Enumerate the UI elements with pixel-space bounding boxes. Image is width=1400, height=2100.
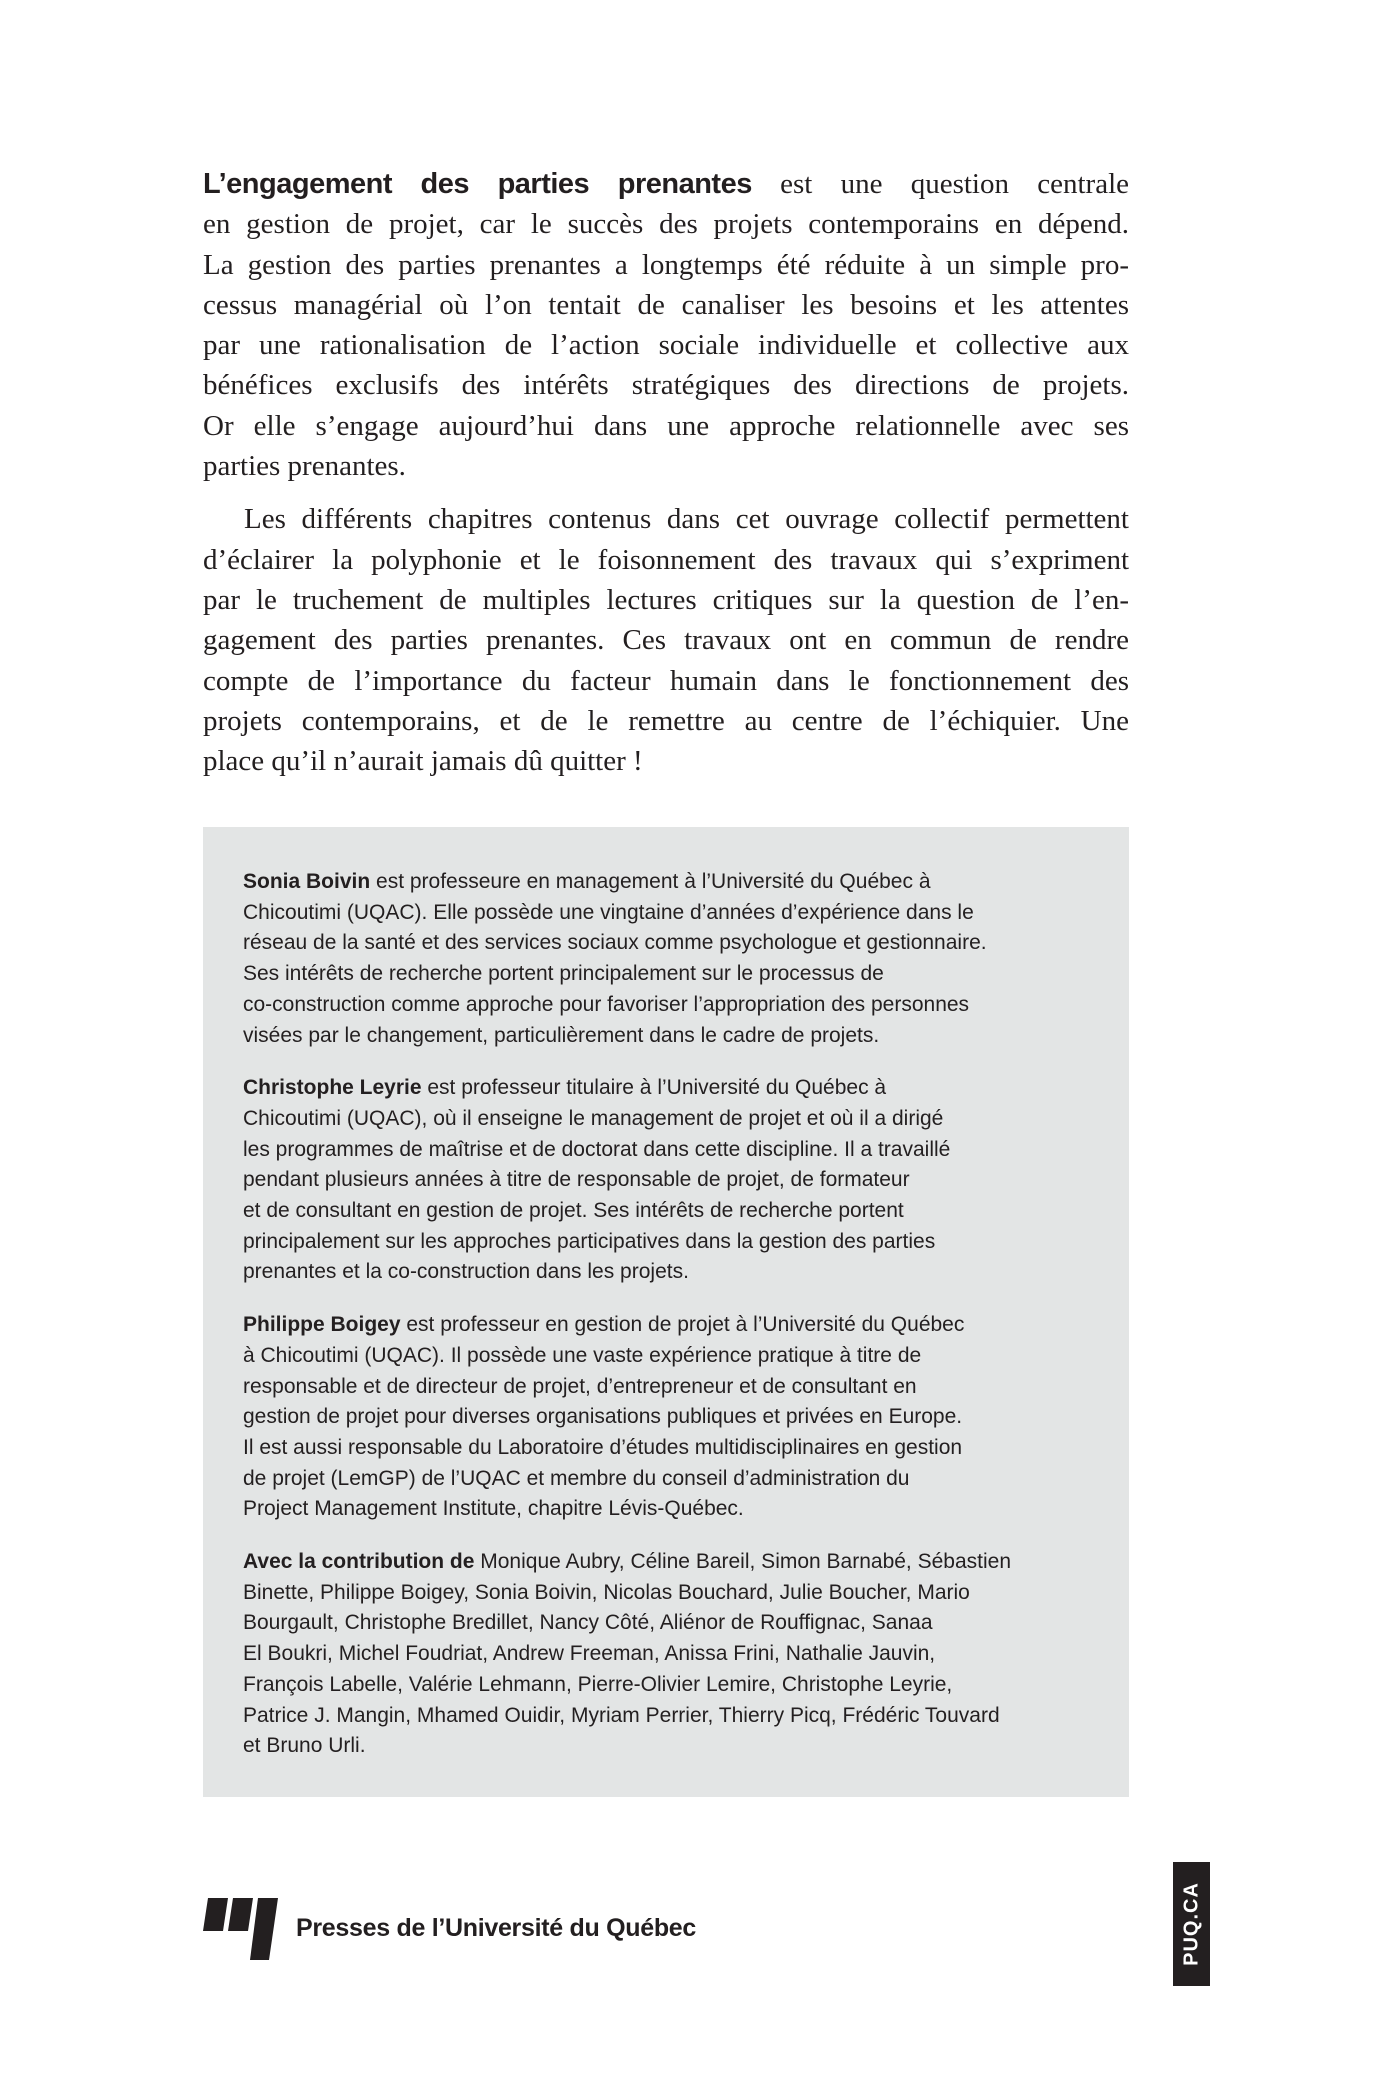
paragraph <box>203 499 1129 781</box>
text-line: visées par le changement, particulièrement dans le cadre de projets. <box>243 1023 880 1047</box>
text-run: Monique Aubry, Céline Bareil, Simon Barnabé, Sébastien <box>474 1550 1012 1574</box>
text-line: bénéfices exclusifs des intérêts stratégiques des directions de projets. <box>203 369 1129 402</box>
text-line: en gestion de projet, car le succès des projets contemporains en dépend. <box>203 208 1129 241</box>
text-line: co-construction comme approche pour favoriser l’appropriation des personnes <box>243 992 970 1016</box>
text-line: cessus managérial où l’on tentait de canaliser les besoins et les attentes <box>203 288 1129 321</box>
text-line: principalement sur les approches participatives dans la gestion des parties <box>243 1229 936 1253</box>
paragraph <box>203 164 1129 486</box>
text-line: Chicoutimi (UQAC). Elle possède une vingtaine d’années d’expérience dans le <box>243 900 974 924</box>
text-line: place qu’il n’aurait jamais dû quitter ! <box>203 745 643 778</box>
text-line: d’éclairer la polyphonie et le foisonnement des travaux qui s’expriment <box>203 543 1129 576</box>
text-line: gagement des parties prenantes. Ces travaux ont en commun de rendre <box>203 624 1129 657</box>
text-run: est professeur en gestion de projet à l’Université du Québec <box>400 1313 965 1337</box>
text-line: prenantes et la co-construction dans les projets. <box>243 1260 689 1284</box>
text-line: Patrice J. Mangin, Mhamed Ouidir, Myriam Perrier, Thierry Picq, Frédéric Touvard <box>243 1703 1000 1727</box>
text-line: réseau de la santé et des services sociaux comme psychologue et gestionnaire. <box>243 931 987 955</box>
text-line <box>243 1073 1103 1104</box>
text-line <box>243 1547 1103 1578</box>
author-bio <box>243 867 1103 1051</box>
author-bio <box>243 1547 1103 1762</box>
text-line: Or elle s’engage aujourd’hui dans une approche relationnelle avec ses <box>203 409 1129 442</box>
text-line: à Chicoutimi (UQAC). Il possède une vaste expérience pratique à titre de <box>243 1343 922 1367</box>
back-cover-summary <box>203 164 1129 794</box>
text-line: par une rationalisation de l’action sociale individuelle et collective aux <box>203 329 1129 362</box>
text-line: Bourgault, Christophe Bredillet, Nancy Côté, Aliénor de Rouffignac, Sanaa <box>243 1611 933 1635</box>
text-line: pendant plusieurs années à titre de responsable de projet, de formateur <box>243 1168 910 1192</box>
author-bio <box>243 1073 1103 1288</box>
text-line <box>243 867 1103 898</box>
text-line: El Boukri, Michel Foudriat, Andrew Freeman, Anissa Frini, Nathalie Jauvin, <box>243 1642 936 1666</box>
author-name: Christophe Leyrie <box>243 1076 422 1100</box>
text-line: parties prenantes. <box>203 450 406 483</box>
text-line: responsable et de directeur de projet, d’entrepreneur et de consultant en <box>243 1374 917 1398</box>
website-badge[interactable] <box>1173 1862 1210 1986</box>
website-label: PUQ.CA <box>1180 1882 1202 1966</box>
text-line: projets contemporains, et de le remettre au centre de l’échiquier. Une <box>203 704 1129 737</box>
text-line: La gestion des parties prenantes a longtemps été réduite à un simple pro- <box>203 248 1129 281</box>
text-line: Chicoutimi (UQAC), où il enseigne le management de projet et où il a dirigé <box>243 1106 944 1130</box>
author-name: Philippe Boigey <box>243 1313 401 1337</box>
publisher-name: Presses de l’Université du Québec <box>296 1914 697 1942</box>
text-line: les programmes de maîtrise et de doctorat dans cette discipline. Il a travaillé <box>243 1137 951 1161</box>
text-line: Il est aussi responsable du Laboratoire d’études multidisciplinaires en gestion <box>243 1435 963 1459</box>
text-run: est professeur titulaire à l’Université du Québec à <box>421 1076 887 1100</box>
text-line: François Labelle, Valérie Lehmann, Pierre-Olivier Lemire, Christophe Leyrie, <box>243 1672 953 1696</box>
text-line <box>243 1310 1103 1341</box>
lead-phrase: L’engagement des parties prenantes <box>203 168 752 200</box>
text-line: Project Management Institute, chapitre Lévis-Québec. <box>243 1497 744 1521</box>
text-line: de projet (LemGP) de l’UQAC et membre du conseil d’administration du <box>243 1466 910 1490</box>
text-run: est professeure en management à l’Université du Québec à <box>370 870 931 893</box>
text-line: Ses intérêts de recherche portent principalement sur le processus de <box>243 962 884 986</box>
text-line: par le truchement de multiples lectures critiques sur la question de l’en- <box>203 583 1129 616</box>
puq-logo-icon <box>203 1897 289 1966</box>
text-line: et Bruno Urli. <box>243 1734 366 1758</box>
text-line: et de consultant en gestion de projet. Ses intérêts de recherche portent <box>243 1199 904 1223</box>
author-bios-box <box>203 827 1129 1797</box>
text-line: Les différents chapitres contenus dans cet ouvrage collectif permettent <box>244 503 1129 536</box>
author-bio <box>243 1310 1103 1525</box>
author-name: Avec la contribution de <box>243 1550 475 1574</box>
text-line: compte de l’importance du facteur humain dans le fonctionnement des <box>203 664 1129 697</box>
author-name: Sonia Boivin <box>243 870 371 893</box>
text-line: Binette, Philippe Boigey, Sonia Boivin, Nicolas Bouchard, Julie Boucher, Mario <box>243 1580 970 1604</box>
text-run: est une question centrale <box>751 168 1130 200</box>
text-line: gestion de projet pour diverses organisations publiques et privées en Europe. <box>243 1405 963 1429</box>
text-line <box>203 164 1129 204</box>
